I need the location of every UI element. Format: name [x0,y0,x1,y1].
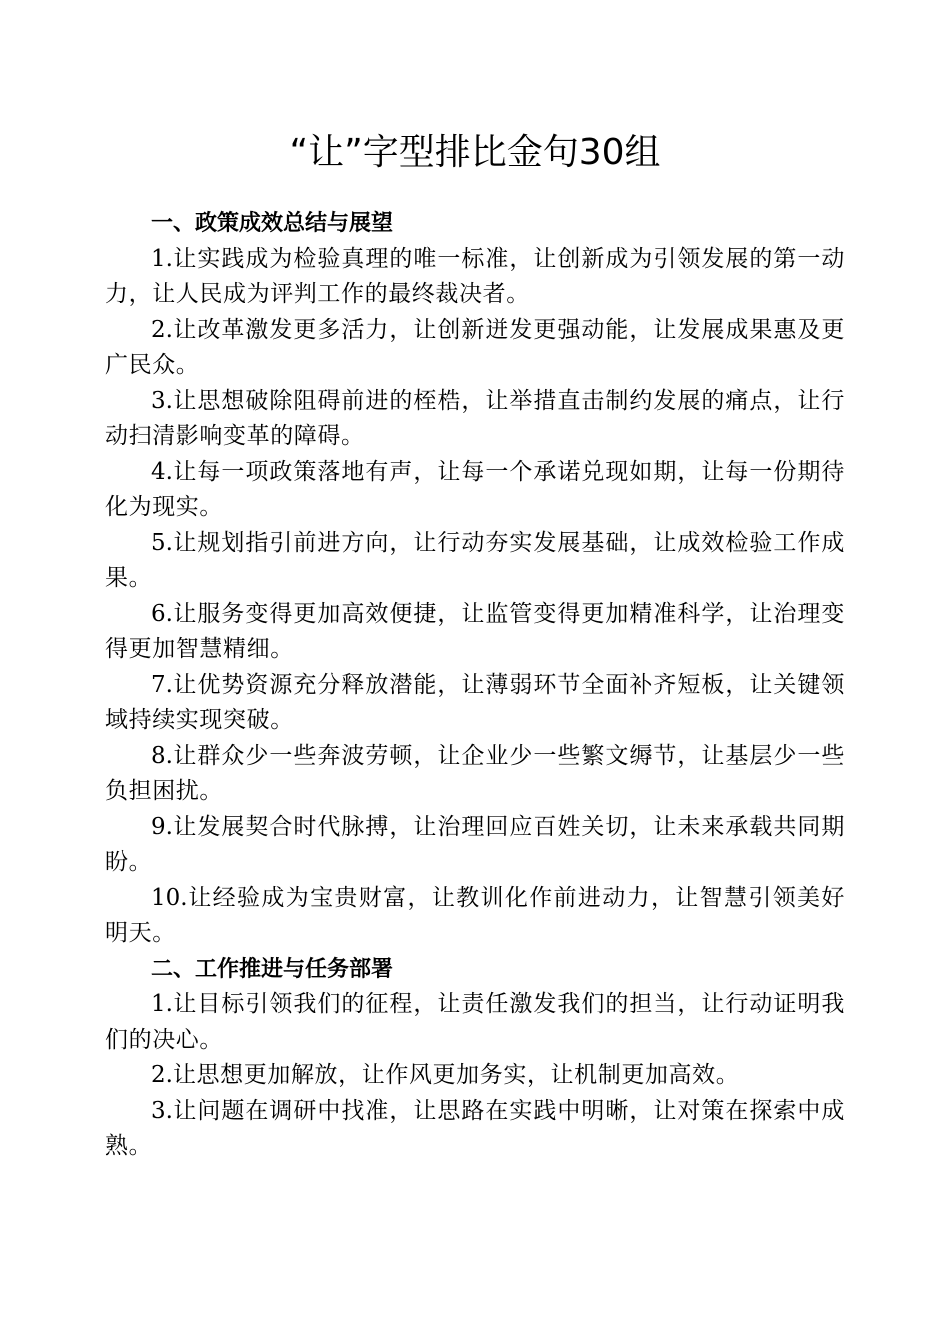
list-item [105,1094,845,1165]
item-number: 9. [151,813,173,840]
item-text: 让思想破除阻碍前进的桎梏，让举措直击制约发展的痛点，让行动扫清影响变革的障碍。 [105,387,845,449]
item-number: 4. [151,458,173,485]
item-number: 1. [151,991,173,1017]
item-text: 让群众少一些奔波劳顿，让企业少一些繁文缛节，让基层少一些负担困扰。 [105,742,845,804]
list-item [105,881,845,952]
list-item [105,668,845,739]
list-item [105,597,845,668]
item-number: 7. [151,671,173,698]
item-number: 6. [151,600,173,627]
list-item [105,242,845,313]
item-text: 让思想更加解放，让作风更加务实，让机制更加高效。 [172,1062,740,1088]
document-body [105,206,845,1165]
item-number: 3. [151,387,173,414]
item-text: 让规划指引前进方向，让行动夯实发展基础，让成效检验工作成果。 [105,529,845,591]
item-number: 3. [151,1097,173,1124]
section-heading-work-deployment: 二、工作推进与任务部署 [151,956,394,982]
document-title: “让”字型排比金句30组 [289,132,661,173]
list-item [105,384,845,455]
item-text: 让经验成为宝贵财富，让教训化作前进动力，让智慧引领美好明天。 [105,884,845,946]
item-text: 让问题在调研中找准，让思路在实践中明晰，让对策在探索中成熟。 [105,1097,845,1159]
list-item [105,810,845,881]
item-text: 让改革激发更多活力，让创新迸发更强动能，让发展成果惠及更广民众。 [105,316,845,378]
item-number: 8. [151,742,173,769]
list-item [105,1058,845,1094]
section-heading-policy-results: 一、政策成效总结与展望 [151,211,394,236]
item-text: 让服务变得更加高效便捷，让监管变得更加精准科学，让治理变得更加智慧精细。 [105,600,845,662]
list-item [105,313,845,384]
item-number: 1. [151,245,173,272]
item-text: 让目标引领我们的征程，让责任激发我们的担当，让行动证明我们的决心。 [105,991,845,1053]
list-item [105,987,845,1058]
item-text: 让每一项政策落地有声，让每一个承诺兑现如期，让每一份期待化为现实。 [105,458,845,520]
item-number: 2. [151,316,173,343]
item-text: 让优势资源充分释放潜能，让薄弱环节全面补齐短板，让关键领域持续实现突破。 [105,671,845,733]
list-item [105,455,845,526]
item-number: 10. [151,884,188,911]
list-item [105,526,845,597]
item-number: 2. [151,1062,173,1088]
list-item [105,739,845,810]
item-text: 让实践成为检验真理的唯一标准，让创新成为引领发展的第一动力，让人民成为评判工作的最终裁决者。 [105,245,845,307]
item-number: 5. [151,529,173,556]
item-text: 让发展契合时代脉搏，让治理回应百姓关切，让未来承载共同期盼。 [105,813,845,875]
